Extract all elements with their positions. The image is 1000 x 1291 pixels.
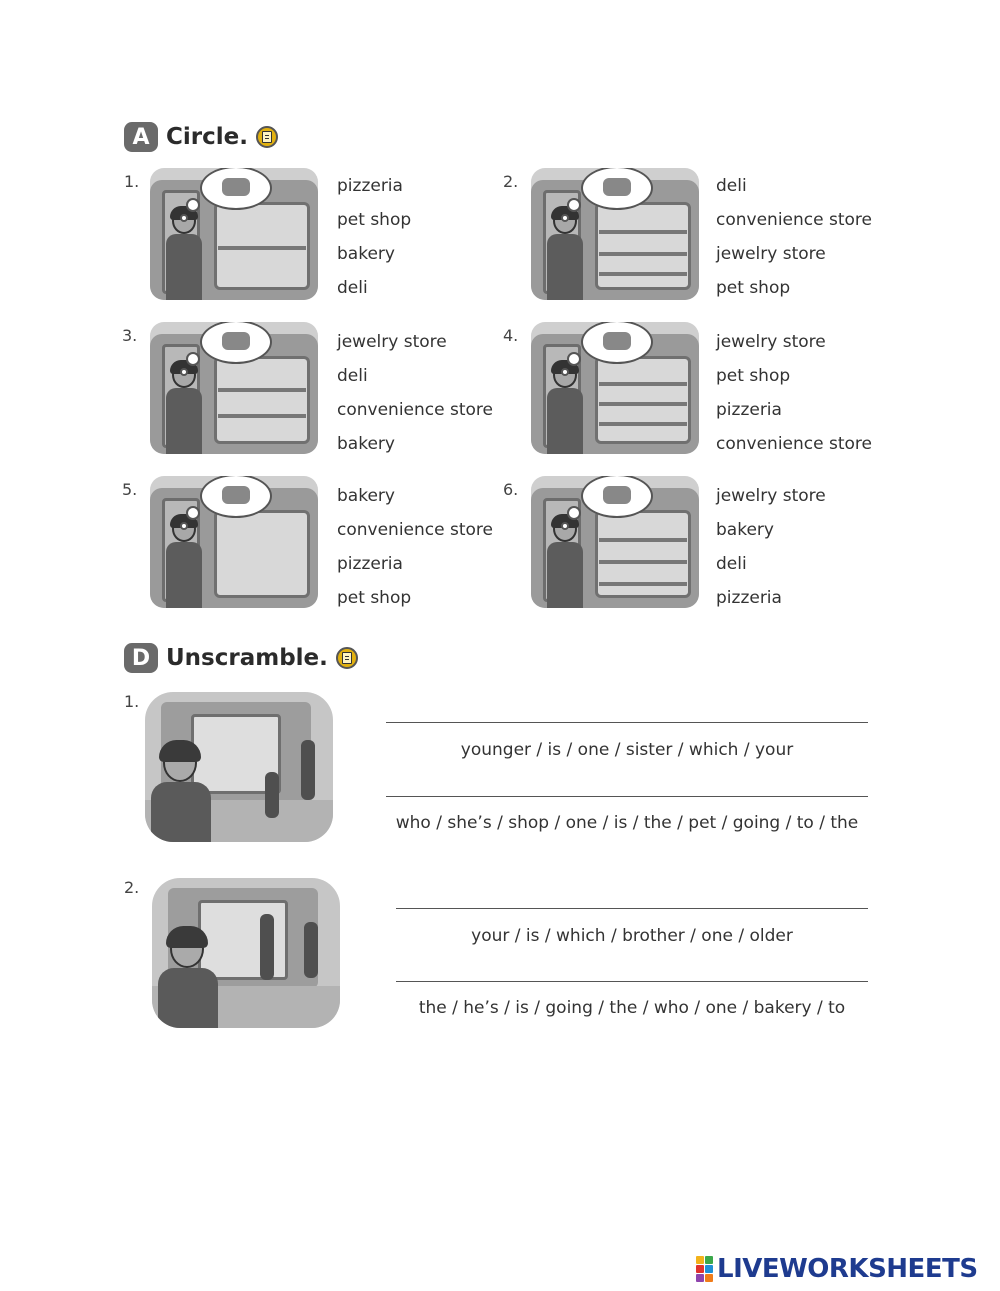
option-word[interactable]: pizzeria xyxy=(716,400,782,420)
shop-illustration xyxy=(150,168,318,300)
answer-line[interactable] xyxy=(386,722,868,723)
option-word[interactable]: convenience store xyxy=(337,520,493,540)
option-word[interactable]: jewelry store xyxy=(337,332,447,352)
option-word[interactable]: jewelry store xyxy=(716,244,826,264)
liveworksheets-logo xyxy=(696,1254,978,1284)
option-word[interactable]: convenience store xyxy=(716,434,872,454)
option-word[interactable]: pet shop xyxy=(716,366,791,386)
section-d-title: Unscramble. xyxy=(166,645,328,671)
section-d-header xyxy=(124,643,358,673)
option-word[interactable]: convenience store xyxy=(716,210,872,230)
section-a-title: Circle. xyxy=(166,124,248,150)
option-word[interactable]: pet shop xyxy=(716,278,791,298)
option-word[interactable]: pet shop xyxy=(337,588,412,608)
option-word[interactable]: deli xyxy=(716,176,747,196)
scrambled-sentence: your / is / which / brother / one / older xyxy=(471,926,793,946)
scrambled-sentence: who / she’s / shop / one / is / the / pet / going / to / the xyxy=(395,813,859,833)
option-word[interactable]: deli xyxy=(337,278,368,298)
option-word[interactable]: bakery xyxy=(716,520,774,540)
document-icon xyxy=(336,647,358,669)
option-word[interactable]: jewelry store xyxy=(716,332,826,352)
section-a-header xyxy=(124,122,278,152)
item-number: 5. xyxy=(122,480,138,499)
shop-illustration xyxy=(531,476,699,608)
item-number: 6. xyxy=(503,480,519,499)
shop-illustration xyxy=(150,322,318,454)
answer-line[interactable] xyxy=(386,796,868,797)
document-icon xyxy=(256,126,278,148)
brand-name: LIVEWORKSHEETS xyxy=(717,1254,978,1284)
street-illustration xyxy=(152,878,340,1028)
item-number: 4. xyxy=(503,326,519,345)
item-number: 3. xyxy=(122,326,138,345)
option-word[interactable]: deli xyxy=(337,366,368,386)
section-d-letter: D xyxy=(124,643,158,673)
answer-line[interactable] xyxy=(396,981,868,982)
option-word[interactable]: bakery xyxy=(337,486,395,506)
item-number: 1. xyxy=(124,692,140,711)
logo-blocks-icon xyxy=(696,1256,713,1282)
answer-line[interactable] xyxy=(396,908,868,909)
option-word[interactable]: bakery xyxy=(337,244,395,264)
street-illustration xyxy=(145,692,333,842)
shop-illustration xyxy=(531,168,699,300)
item-number: 1. xyxy=(124,172,140,191)
option-word[interactable]: deli xyxy=(716,554,747,574)
option-word[interactable]: convenience store xyxy=(337,400,493,420)
shop-illustration xyxy=(150,476,318,608)
scrambled-sentence: younger / is / one / sister / which / your xyxy=(460,740,794,760)
item-number: 2. xyxy=(503,172,519,191)
option-word[interactable]: pizzeria xyxy=(716,588,782,608)
shop-illustration xyxy=(531,322,699,454)
option-word[interactable]: pet shop xyxy=(337,210,412,230)
item-number: 2. xyxy=(124,878,140,897)
option-word[interactable]: pizzeria xyxy=(337,176,403,196)
scrambled-sentence: the / he’s / is / going / the / who / one / bakery / to xyxy=(418,998,846,1018)
option-word[interactable]: bakery xyxy=(337,434,395,454)
option-word[interactable]: pizzeria xyxy=(337,554,403,574)
option-word[interactable]: jewelry store xyxy=(716,486,826,506)
section-a-letter: A xyxy=(124,122,158,152)
